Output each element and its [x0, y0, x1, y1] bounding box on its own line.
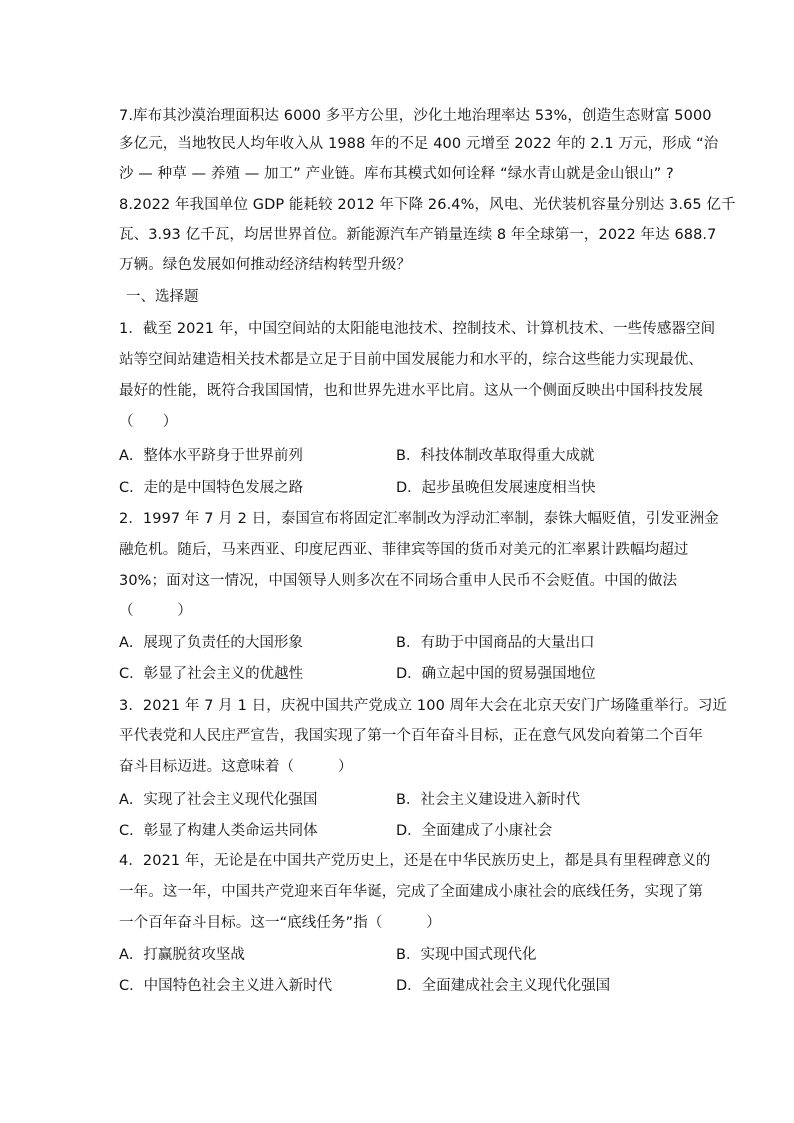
question-4-line-3: 一个百年奋斗目标。这一“底线任务”指（ ） [119, 915, 441, 931]
question-3-line-3: 奋斗目标迈进。这意味着（ ） [119, 759, 353, 775]
question-2-option-b[interactable]: B．有助于中国商品的大量出口 [396, 635, 595, 651]
question-2-option-d[interactable]: D．确立起中国的贸易强国地位 [396, 666, 596, 682]
q8-line-2: 瓦、3.93 亿千瓦，均居世界首位。新能源汽车产销量连续 8 年全球第一，2022 年达 688.7 [119, 227, 717, 243]
question-2-option-c[interactable]: C．彰显了社会主义的优越性 [119, 666, 304, 682]
question-4-option-a[interactable]: A．打赢脱贫攻坚战 [119, 947, 245, 963]
question-1-option-a[interactable]: A．整体水平跻身于世界前列 [119, 448, 303, 464]
question-1-line-4: （ ） [119, 414, 178, 430]
q8-line-1: 8.2022 年我国单位 GDP 能耗较 2012 年下降 26.4%，风电、光伏装机容量分别达 3.65 亿千 [119, 197, 736, 213]
question-2-option-a[interactable]: A．展现了负责任的大国形象 [119, 635, 303, 651]
question-2-line-2: 融危机。随后，马来西亚、印度尼西亚、菲律宾等国的货币对美元的汇率累计跌幅均超过 [119, 542, 689, 558]
question-3-option-b[interactable]: B．社会主义建设进入新时代 [396, 792, 580, 808]
question-3-line-1: 3．2021 年 7 月 1 日，庆祝中国共产党成立 100 周年大会在北京天安门广场隆重举行。习近 [119, 698, 728, 714]
question-1-line-1: 1．截至 2021 年，中国空间站的太阳能电池技术、控制技术、计算机技术、一些传感器空间 [119, 321, 716, 337]
question-4-line-1: 4．2021 年，无论是在中国共产党历史上，还是在中华民族历史上，都是具有里程碑意义的 [119, 853, 711, 869]
question-4-option-c[interactable]: C．中国特色社会主义进入新时代 [119, 978, 333, 994]
question-2-line-3: 30%；面对这一情况，中国领导人则多次在不同场合重申人民币不会贬值。中国的做法 [119, 573, 678, 589]
section-title: 一、选择题 [126, 289, 199, 305]
question-4-line-2: 一年。这一年，中国共产党迎来百年华诞，完成了全面建成小康社会的底线任务，实现了第 [119, 884, 703, 900]
question-2-line-1: 2．1997 年 7 月 2 日，泰国宣布将固定汇率制改为浮动汇率制，泰铢大幅贬值，引发亚洲金 [119, 511, 719, 527]
question-1-option-b[interactable]: B．科技体制改革取得重大成就 [396, 448, 595, 464]
question-3-line-2: 平代表党和人民庄严宣告，我国实现了第一个百年奋斗目标，正在意气风发向着第二个百年 [119, 728, 703, 744]
q7-line-2: 多亿元，当地牧民人均年收入从 1988 年的不足 400 元增至 2022 年的 2.1 万元，形成 “治 [119, 136, 719, 152]
question-1-line-3: 最好的性能，既符合我国国情，也和世界先进水平比肩。这从一个侧面反映出中国科技发展 [119, 383, 703, 399]
question-2-line-4: （ ） [119, 603, 192, 619]
question-4-option-b[interactable]: B．实现中国式现代化 [396, 947, 537, 963]
question-1-option-d[interactable]: D．起步虽晚但发展速度相当快 [396, 480, 596, 496]
question-3-option-c[interactable]: C．彰显了构建人类命运共同体 [119, 823, 318, 839]
q8-line-3: 万辆。绿色发展如何推动经济结构转型升级？ [119, 257, 411, 273]
q7-line-1: 7.库布其沙漠治理面积达 6000 多平方公里，沙化土地治理率达 53%，创造生态财富 5000 [119, 108, 712, 124]
question-3-option-a[interactable]: A．实现了社会主义现代化强国 [119, 792, 318, 808]
q7-line-3: 沙 — 种草 — 养殖 — 加工” 产业链。库布其模式如何诠释 “绿水青山就是金山银山” ? [119, 166, 674, 182]
question-3-option-d[interactable]: D．全面建成了小康社会 [396, 823, 553, 839]
question-1-option-c[interactable]: C．走的是中国特色发展之路 [119, 480, 304, 496]
question-4-option-d[interactable]: D．全面建成社会主义现代化强国 [396, 978, 611, 994]
question-1-line-2: 站等空间站建造相关技术都是立足于目前中国发展能力和水平的，综合这些能力实现最优、 [119, 352, 703, 368]
